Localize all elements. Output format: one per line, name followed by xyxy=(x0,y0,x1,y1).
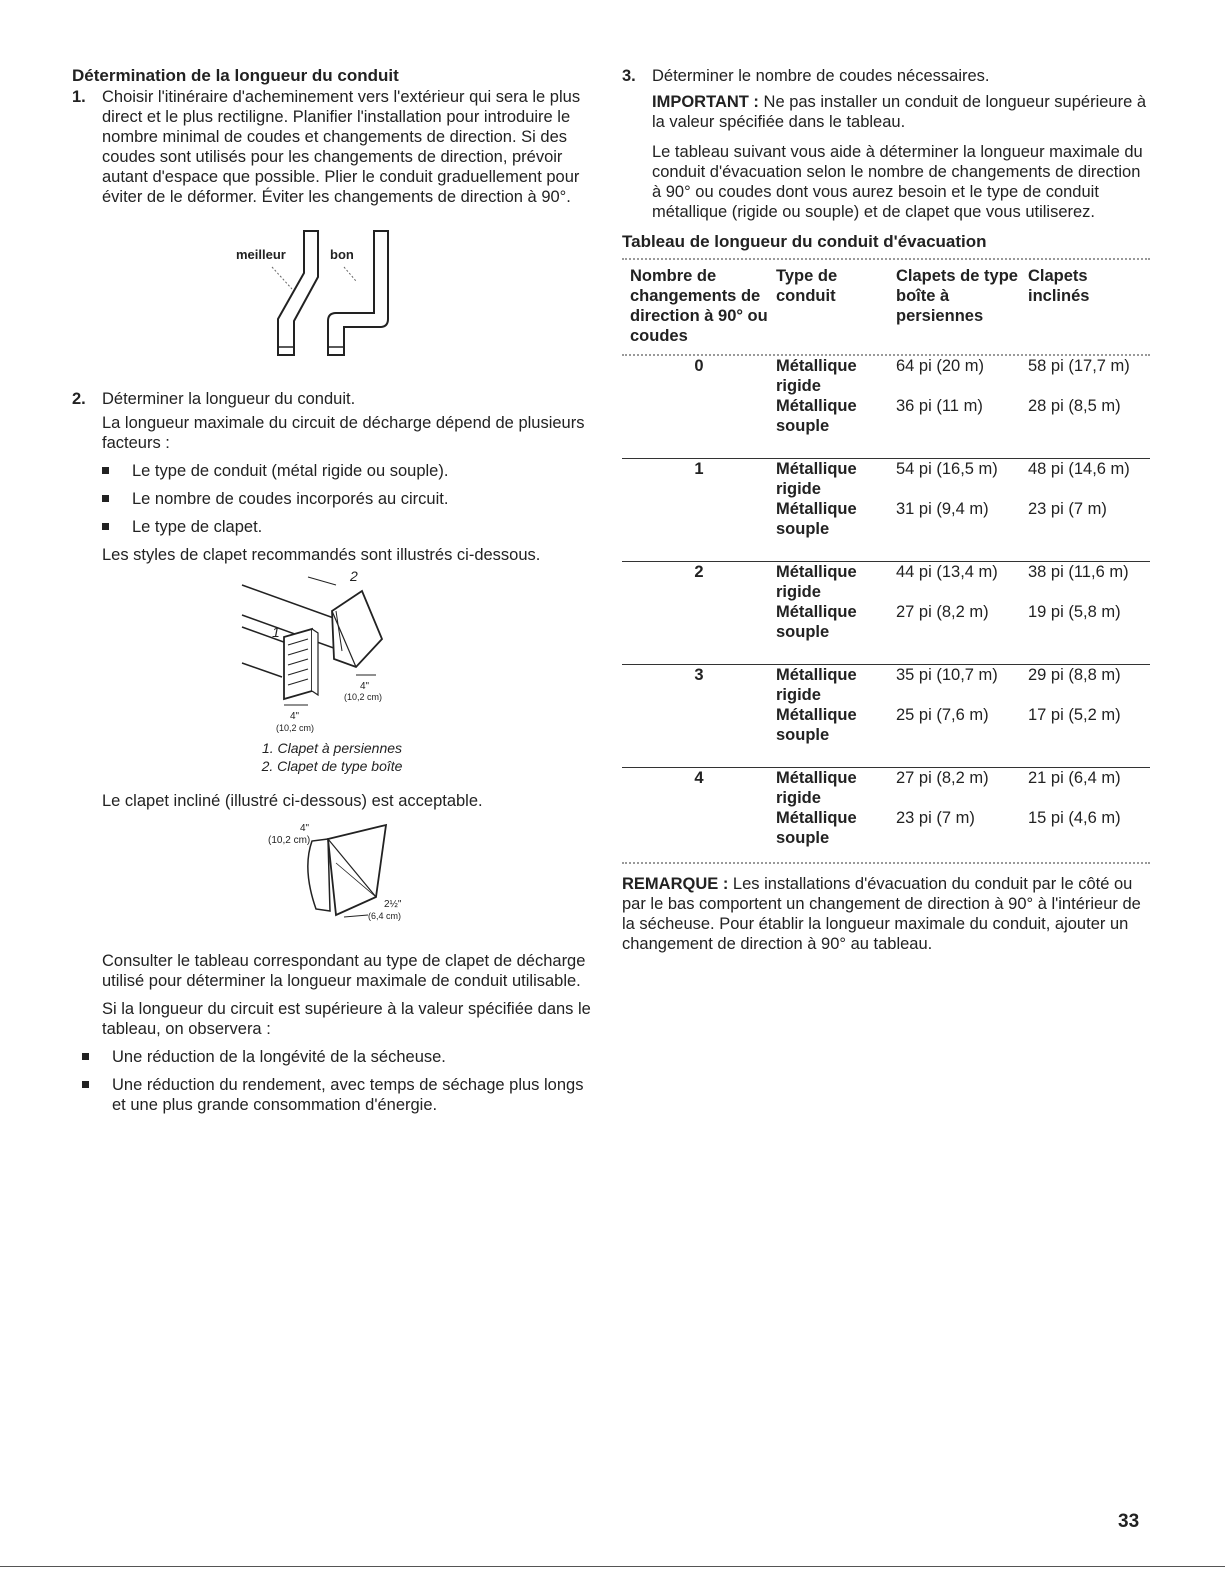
duct-routing-illustration xyxy=(232,225,432,375)
angled-hood-illustration xyxy=(232,819,432,929)
step-3-title: Déterminer le nombre de coudes nécessaires. xyxy=(652,67,990,85)
important-text: Ne pas installer un conduit de longueur supérieure à la valeur spécifiée dans le tableau. xyxy=(652,93,1147,131)
step-1 xyxy=(72,87,592,207)
table-bottom-rule xyxy=(622,862,1150,864)
bullet-square-icon xyxy=(82,1081,89,1088)
step-2-number: 2. xyxy=(72,390,86,408)
vent-length-table xyxy=(622,260,1150,862)
dim-angled-hood-depth: 2½" xyxy=(384,899,402,910)
table-row: Métallique souple 23 pi (7 m) 15 pi (4,6 m) xyxy=(776,809,1121,847)
step-2-intro: La longueur maximale du circuit de décharge dépend de plusieurs facteurs : xyxy=(102,414,585,452)
table-row: 3 Métallique rigide 35 pi (10,7 m) 29 pi (8,8 m) xyxy=(694,666,1121,704)
table-header-row xyxy=(622,260,1150,354)
consult-text: Consulter le tableau correspondant au type de clapet de décharge utilisé pour déterminer la longueur maximale de conduit utilisable. xyxy=(102,952,586,990)
dim-louvered-hood-metric: (10,2 cm) xyxy=(276,723,315,733)
note-text: Les installations d'évacuation du conduit par le côté ou par le bas comportent un changement de direction à 90° à l'intérieur de la sécheuse. Pour établir la longueur maximale du conduit, ajouter un changement de direction à 90° au tableau. xyxy=(622,875,1141,953)
bullet-square-icon xyxy=(102,495,109,502)
table-title: Tableau de longueur du conduit d'évacuation xyxy=(622,232,987,251)
table-row: 4 Métallique rigide 27 pi (8,2 m) 21 pi (6,4 m) xyxy=(694,769,1121,807)
bullet-square-icon xyxy=(102,467,109,474)
note-label: REMARQUE : xyxy=(622,875,729,893)
table-row: Métallique souple 25 pi (7,6 m) 17 pi (5,2 m) xyxy=(776,706,1121,744)
important-note xyxy=(652,92,1150,132)
dim-angled-hood: 4" xyxy=(300,823,310,834)
angled-hood-text: Le clapet incliné (illustré ci-dessous) est acceptable. xyxy=(102,792,483,810)
left-column xyxy=(72,66,592,1123)
styles-text: Les styles de clapet recommandés sont illustrés ci-dessous. xyxy=(102,546,541,564)
important-label: IMPORTANT : xyxy=(652,93,759,111)
label-meilleur: meilleur xyxy=(236,247,286,262)
table-row: 2 Métallique rigide 44 pi (13,4 m) 38 pi (11,6 m) xyxy=(694,563,1129,601)
header-box-hoods: Clapets de type boîte à persiennes xyxy=(896,267,1018,325)
dim-louvered-hood: 4" xyxy=(290,711,300,722)
bullet-square-icon xyxy=(82,1053,89,1060)
list-item: Le type de conduit (métal rigide ou souple). xyxy=(102,461,592,481)
table-row: Métallique souple 36 pi (11 m) 28 pi (8,5 m) xyxy=(776,397,1121,435)
right-column xyxy=(622,66,1150,954)
header-duct-type: Type de conduit xyxy=(776,267,838,305)
table-help-text: Le tableau suivant vous aide à déterminer la longueur maximale du conduit d'évacuation selon le nombre de changements de direction à 90° ou coudes dont vous aurez besoin et le type de conduit métallique (rigide ou souple) et de clapet que vous utiliserez. xyxy=(652,143,1143,221)
step-3-number: 3. xyxy=(622,67,636,85)
table-row: 0 Métallique rigide 64 pi (20 m) 58 pi (17,7 m) xyxy=(694,357,1130,395)
exceed-text: Si la longueur du circuit est supérieure à la valeur spécifiée dans le tableau, on observera : xyxy=(102,1000,591,1038)
list-item: Le type de clapet. xyxy=(102,517,592,537)
table-row: Métallique souple 27 pi (8,2 m) 19 pi (5,8 m) xyxy=(776,603,1121,641)
header-elbows: Nombre de changements de direction à 90° ou coudes xyxy=(630,267,768,345)
note xyxy=(622,874,1150,954)
dim-angled-hood-depth-metric: (6,4 cm) xyxy=(368,911,402,921)
footer-rule xyxy=(0,1566,1225,1567)
step-1-number: 1. xyxy=(72,88,86,106)
label-bon: bon xyxy=(330,247,354,262)
bullet-square-icon xyxy=(102,523,109,530)
step-1-text: Choisir l'itinéraire d'acheminement vers l'extérieur qui sera le plus direct et le plus rectiligne. Planifier l'installation pour introduire le nombre minimal de coudes et changements de direction. Si des coudes sont utilisés pour les changements de direction, prévoir autant d'espace que possible. Plier le conduit graduellement pour éviter de le déformer. Éviter les changements de direction à 90°. xyxy=(102,88,581,206)
callout-1: 1 xyxy=(272,624,280,640)
caption-louvered: 1. Clapet à persiennes xyxy=(261,740,403,756)
step-2 xyxy=(72,389,592,453)
dim-angled-hood-metric: (10,2 cm) xyxy=(268,835,311,846)
consequence-list xyxy=(72,1047,592,1115)
table-row: Métallique souple 31 pi (9,4 m) 23 pi (7 m) xyxy=(776,500,1107,538)
section-heading: Détermination de la longueur du conduit xyxy=(72,66,399,85)
list-item: Une réduction du rendement, avec temps de séchage plus longs et une plus grande consommation d'énergie. xyxy=(82,1075,592,1115)
dim-box-hood: 4" xyxy=(360,681,370,692)
vent-hoods-illustration xyxy=(232,571,432,741)
dim-box-hood-metric: (10,2 cm) xyxy=(344,692,383,702)
step-2-title: Déterminer la longueur du conduit. xyxy=(102,390,356,408)
caption-box: 2. Clapet de type boîte xyxy=(261,758,403,774)
list-item: Une réduction de la longévité de la sécheuse. xyxy=(82,1047,592,1067)
factor-list xyxy=(72,461,592,537)
page-number: 33 xyxy=(1118,1511,1140,1532)
callout-2: 2 xyxy=(350,571,358,584)
table-row: 1 Métallique rigide 54 pi (16,5 m) 48 pi (14,6 m) xyxy=(694,460,1130,498)
header-angled-hoods: Clapets inclinés xyxy=(1028,267,1090,305)
list-item: Le nombre de coudes incorporés au circuit. xyxy=(102,489,592,509)
step-3 xyxy=(622,66,1150,222)
